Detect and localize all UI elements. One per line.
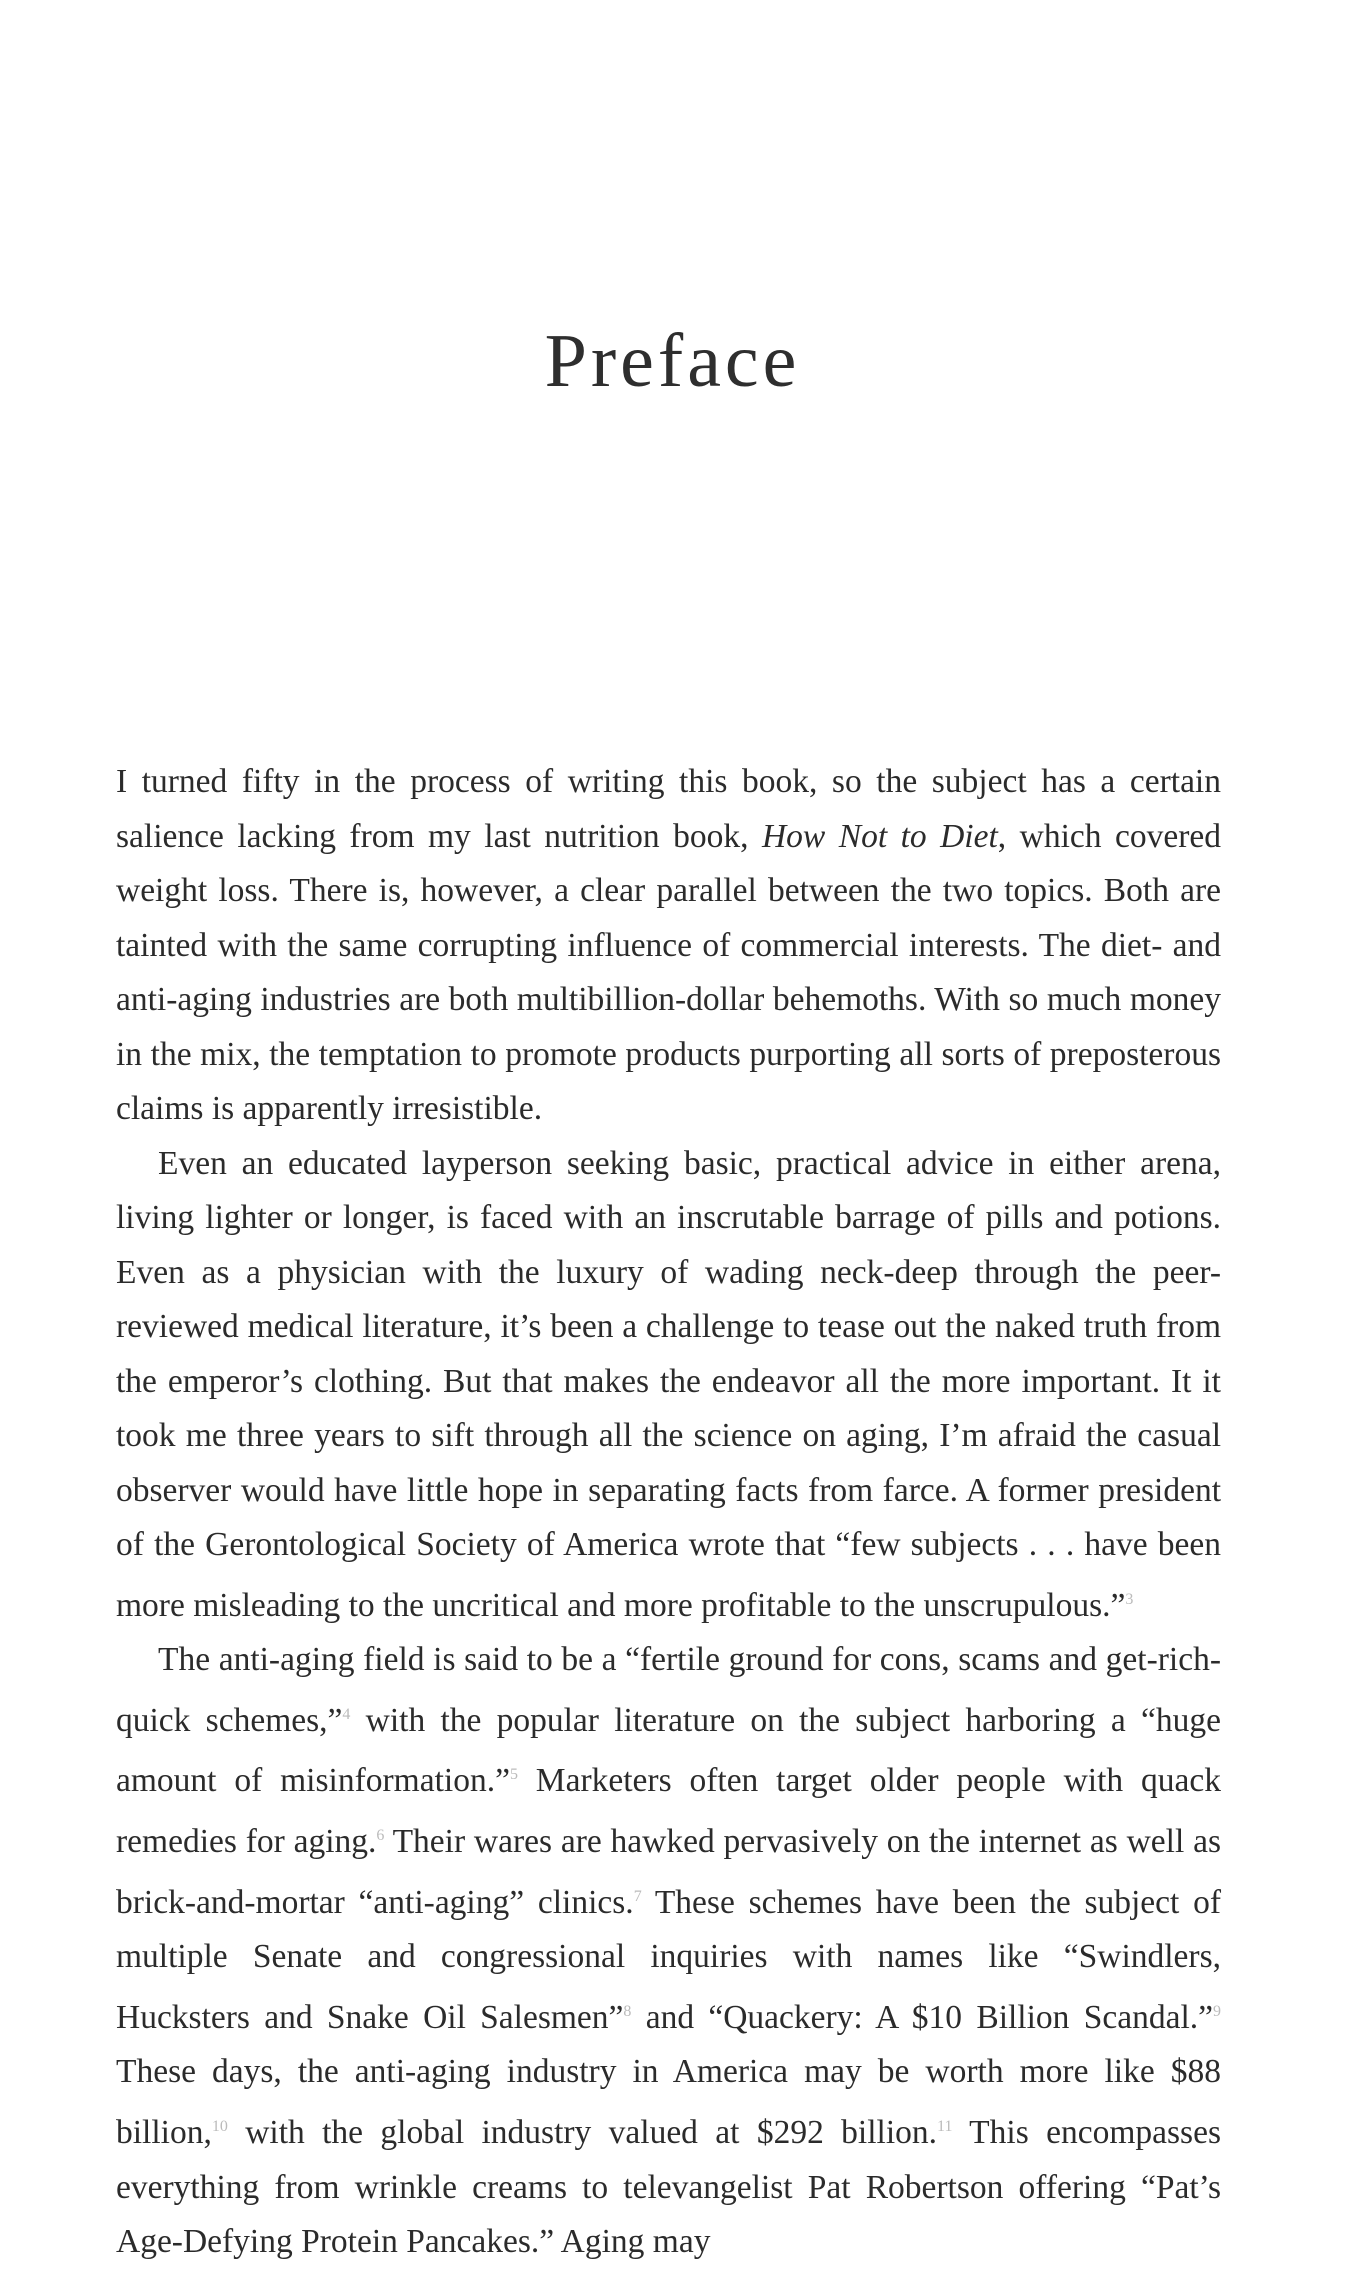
paragraph [116, 755, 1221, 1137]
footnote-marker: 8 [623, 2002, 632, 2020]
paragraph-text: Even an educated layperson seeking basic, practical advice in either arena, living lighter or longer, is faced with an inscrutable barrage of pills and potions. Even as a physician with the luxury of wading neck-deep through the peer-reviewed medical literature, it’s been a challenge to tease out the naked truth from the emperor’s clothing. But that makes the endeavor all the more important. It it took me three years to sift through all the science on aging, I’m afraid the casual observer would have little hope in separating facts from farce. A former president of the Gerontological Society of America wrote that “few subjects . . . have been more misleading to the uncritical and more profitable to the unscrupulous.” [116, 1144, 1221, 1624]
paragraph [116, 1137, 1221, 1634]
paragraph-text: , which covered weight loss. There is, however, a clear parallel between the two topics. Both are tainted with the same corrupting influence of commercial interests. The diet- and anti-aging industries are both multibillion-dollar behemoths. With so much money in the mix, the temptation to promote products purporting all sorts of preposterous claims is apparently irresistible. [116, 817, 1221, 1127]
paragraph-text: These schemes have been the subject of multiple Senate and congressional inquiries with names like “Swindlers, Hucksters and Snake Oil Salesmen” [116, 1883, 1221, 2036]
paragraph-text: These days, the anti-aging industry in America may be worth more like $88 billion, [116, 2053, 1221, 2152]
chapter-title: Preface [544, 319, 801, 403]
paragraph-text: The anti-aging field is said to be a “fertile ground for cons, scams and get-rich-quick schemes,” [116, 1641, 1221, 1739]
footnote-marker: 9 [1213, 2002, 1221, 2020]
paragraph-text: Marketers often target older people with quack remedies for aging. [116, 1762, 1221, 1861]
paragraph-text: with the global industry valued at $292 billion. [227, 2114, 938, 2152]
paragraph-text: I turned fifty in the process of writing this book, so the subject has a certain salience lacking from my last nutrition book, [116, 763, 1221, 855]
footnote-marker: 7 [633, 1887, 642, 1905]
paragraph-text: This encompasses everything from wrinkle creams to televangelist Pat Robertson offering “Pat’s Age-Defying Protein Pancakes.” Aging may [116, 2114, 1221, 2261]
footnote-marker: 6 [376, 1826, 385, 1844]
footnote-marker: 3 [1125, 1590, 1134, 1608]
body-text [116, 755, 1221, 2270]
paragraph-text: and “Quackery: A $10 Billion Scandal.” [631, 1998, 1213, 2036]
paragraph-text: with the popular literature on the subject harboring a “huge amount of misinformation.” [116, 1701, 1221, 1800]
footnote-marker: 5 [509, 1766, 518, 1784]
footnote-marker: 11 [937, 2117, 953, 2135]
book-title-italic: How Not to Diet [761, 817, 998, 855]
paragraph-text: Their wares are hawked pervasively on the internet as well as brick-and-mortar “anti-aging” clinics. [116, 1823, 1222, 1921]
footnote-marker: 10 [211, 2117, 228, 2135]
paragraph [116, 1633, 1221, 2269]
footnote-marker: 4 [342, 1705, 351, 1723]
